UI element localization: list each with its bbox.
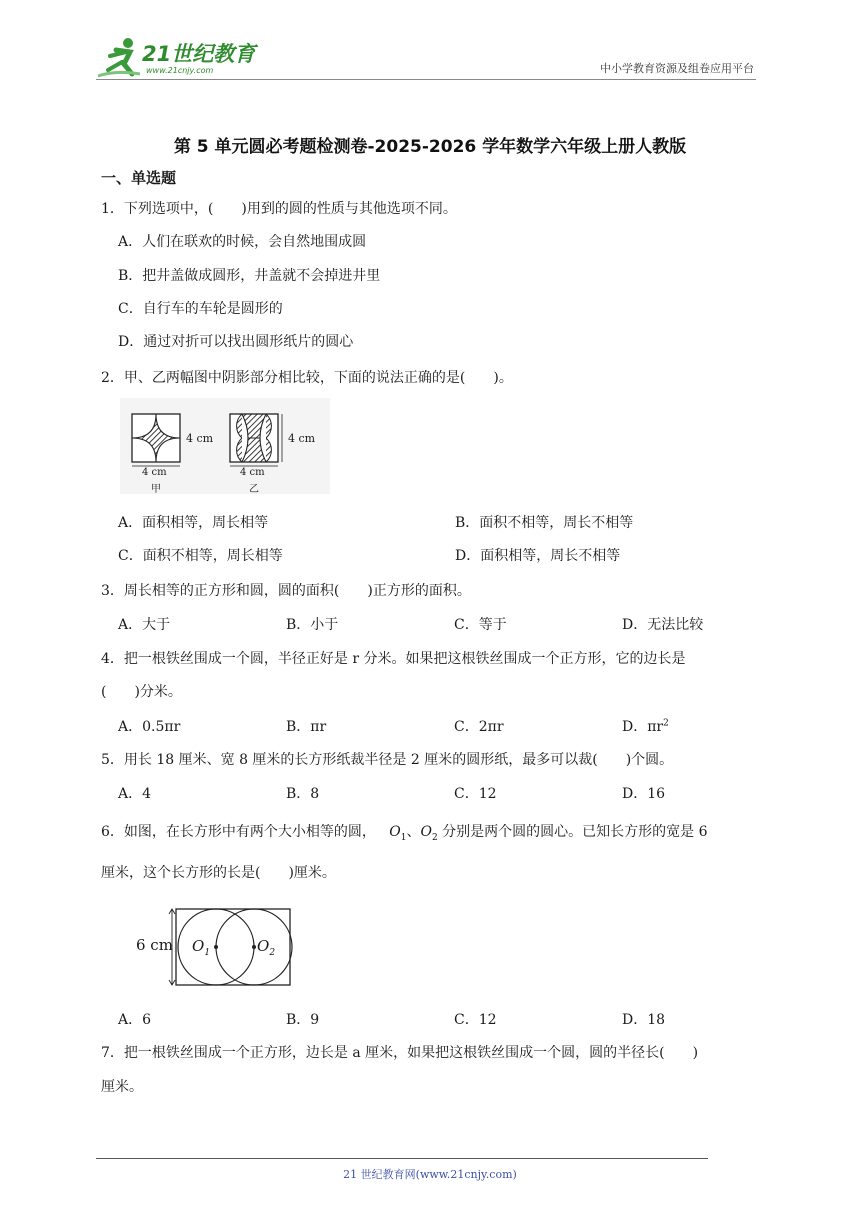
runner-logo-icon bbox=[96, 36, 146, 80]
q2-option-d: D．面积相等，周长不相等 bbox=[455, 548, 621, 564]
q1-option-b: B．把井盖做成圆形，井盖就不会掉进井里 bbox=[118, 268, 381, 284]
q2-yi-name: 乙 bbox=[249, 484, 259, 495]
q5-option-a: A．4 bbox=[118, 786, 152, 802]
q2-jia-name: 甲 bbox=[151, 484, 161, 495]
q6-figure-o1-sub: 1 bbox=[204, 948, 211, 958]
question-6-stem-line1 bbox=[101, 821, 708, 843]
q1-option-a: A．人们在联欢的时候，会自然地围成圆 bbox=[118, 234, 367, 250]
logo-text: 21世纪教育 bbox=[142, 42, 256, 66]
q5-option-b: B．8 bbox=[286, 786, 320, 802]
q3-option-b: B．小于 bbox=[286, 617, 339, 633]
q4-option-d-superscript: 2 bbox=[663, 718, 669, 729]
q6-stem-a: 6．如图，在长方形中有两个大小相等的圆， bbox=[101, 824, 376, 840]
figure-jia bbox=[132, 414, 180, 466]
q2-jia-bottom-label: 4 cm bbox=[142, 467, 167, 478]
q6-option-a: A．6 bbox=[118, 1012, 152, 1028]
q6-figure bbox=[130, 906, 300, 988]
q6-figure-o1 bbox=[192, 937, 210, 958]
q6-option-c: C．12 bbox=[454, 1012, 497, 1028]
q4-option-b: B．πr bbox=[286, 719, 327, 735]
q6-option-d: D．18 bbox=[622, 1012, 666, 1028]
q2-yi-side-label: 4 cm bbox=[288, 432, 316, 445]
question-4-stem-line1: 4．把一根铁丝围成一个圆，半径正好是 r 分米。如果把这根铁丝围成一个正方形，它的边长是 bbox=[101, 651, 686, 667]
q2-jia-side-label: 4 cm bbox=[186, 432, 214, 445]
footer-text: 21 世纪教育网(www.21cnjy.com) bbox=[343, 1168, 517, 1181]
q6-stem-b: 分别是两个圆的圆心。已知长方形的宽是 6 bbox=[442, 824, 708, 840]
q3-option-a: A．大于 bbox=[118, 617, 171, 633]
q4-option-d-text: D．πr bbox=[622, 719, 664, 735]
q4-option-d bbox=[622, 716, 669, 736]
q6-figure-o2 bbox=[257, 937, 275, 958]
q5-option-d: D．16 bbox=[622, 786, 666, 802]
footer-divider bbox=[96, 1158, 708, 1159]
q1-option-c: C．自行车的车轮是圆形的 bbox=[118, 301, 283, 317]
q2-option-b: B．面积不相等，周长不相等 bbox=[455, 515, 634, 531]
q6-option-b: B．9 bbox=[286, 1012, 320, 1028]
question-3-stem: 3．周长相等的正方形和圆，圆的面积( )正方形的面积。 bbox=[101, 583, 471, 599]
logo-url: www.21cnjy.com bbox=[146, 66, 214, 75]
question-2-stem: 2．甲、乙两幅图中阴影部分相比较，下面的说法正确的是( )。 bbox=[101, 370, 513, 386]
figure-yi bbox=[230, 414, 282, 466]
q6-width-label: 6 cm bbox=[136, 936, 173, 954]
page-title: 第 5 单元圆必考题检测卷-2025-2026 学年数学六年级上册人教版 bbox=[173, 137, 687, 157]
section-heading: 一、单选题 bbox=[101, 169, 177, 187]
question-7-stem-line1: 7．把一根铁丝围成一个正方形，边长是 a 厘米，如果把这根铁丝围成一个圆，圆的半径长( ) bbox=[101, 1045, 699, 1061]
question-7-stem-line2: 厘米。 bbox=[101, 1079, 143, 1095]
q6-o2-sub: 2 bbox=[431, 832, 438, 843]
q6-o1-sub: 1 bbox=[400, 832, 407, 843]
q6-figure-o2-letter: O bbox=[257, 937, 270, 955]
q2-option-a: A．面积相等，周长相等 bbox=[118, 515, 269, 531]
question-5-stem: 5．用长 18 厘米、宽 8 厘米的长方形纸裁半径是 2 厘米的圆形纸，最多可以裁( )个圆。 bbox=[101, 752, 674, 768]
q6-figure-o2-sub: 2 bbox=[269, 948, 276, 958]
q6-o1: O bbox=[389, 824, 401, 840]
q2-figure bbox=[120, 398, 330, 494]
q1-option-d: D．通过对折可以找出圆形纸片的圆心 bbox=[118, 334, 354, 350]
q6-figure-o1-letter: O bbox=[192, 937, 205, 955]
header-platform-text: 中小学教育资源及组卷应用平台 bbox=[600, 62, 754, 75]
q3-option-c: C．等于 bbox=[454, 617, 507, 633]
header-divider bbox=[96, 79, 756, 80]
q2-yi-bottom-label: 4 cm bbox=[240, 467, 265, 478]
question-4-stem-line2: ( )分米。 bbox=[101, 684, 182, 700]
q4-option-a: A．0.5πr bbox=[118, 719, 181, 735]
q6-o2: O bbox=[420, 824, 432, 840]
q2-option-c: C．面积不相等，周长相等 bbox=[118, 548, 283, 564]
q3-option-d: D．无法比较 bbox=[622, 617, 704, 633]
q4-option-c: C．2πr bbox=[454, 719, 504, 735]
q5-option-c: C．12 bbox=[454, 786, 497, 802]
q6-sep: 、 bbox=[406, 824, 421, 840]
question-6-stem-line2: 厘米，这个长方形的长是( )厘米。 bbox=[101, 865, 336, 881]
question-1-stem: 1．下列选项中，( )用到的圆的性质与其他选项不同。 bbox=[101, 201, 457, 217]
